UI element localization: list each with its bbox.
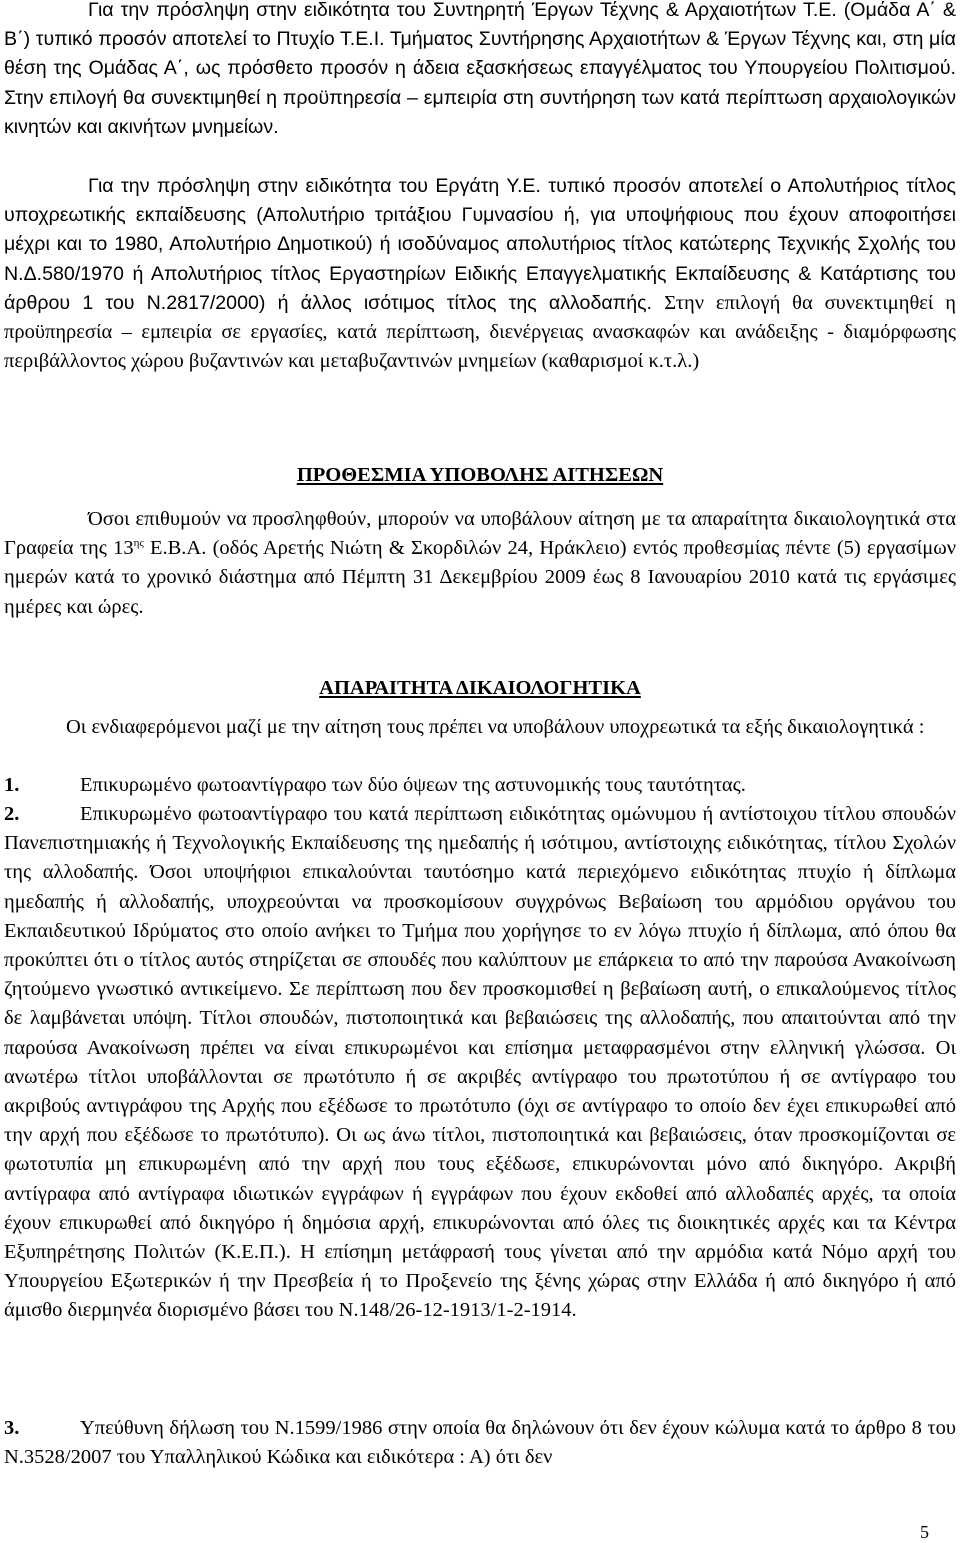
worker-position: Για την πρόσληψη στην ειδικότητα του Εργάτη Υ.Ε.: [88, 175, 541, 197]
item-number: 2.: [4, 803, 20, 825]
page-number: 5: [920, 1522, 929, 1542]
deadline-text-start: Όσοι επιθυμούν να προσληφθούν, μπορούν να υποβάλουν αίτηση με τα απαραίτητα δικαιολογητικά στα Γραφεία της 13: [4, 508, 956, 560]
conservators-paragraph: [4, 0, 956, 142]
deadline-paragraph: [4, 505, 956, 622]
worker-experience: Στην επιλογή θα συνεκτιμηθεί η προϋπηρεσία – εμπειρία σε εργασίες, κατά περίπτωση, διενέργειας ανασκαφών και ανάδειξης - διαμόρφωσης περιβάλλοντος χώρου βυζαντινών και μεταβυζαντινών μνημείων (καθαρισμοί κ.τ.λ.): [4, 291, 956, 373]
conservators-experience: Στην επιλογή θα συνεκτιμηθεί η προϋπηρεσία – εμπειρία στη συντήρηση των κατά περίπτωση αρχαιολογικών κινητών και ακινήτων μνημείων.: [4, 86, 956, 138]
document-item-2: [4, 800, 956, 1326]
deadline-heading: ΠΡΟΘΕΣΜΙΑ ΥΠΟΒΟΛΗΣ ΑΙΤΗΣΕΩΝ: [296, 464, 664, 486]
item-text: Υπεύθυνη δήλωση του Ν.1599/1986 στην οποία θα δηλώνουν ότι δεν έχουν κώλυμα κατά το άρθρο 8 του Ν.3528/2007 του Υπαλληλικού Κώδικα και ειδικότερα : Α) ότι δεν: [4, 1417, 956, 1469]
item-text: Επικυρωμένο φωτοαντίγραφο του κατά περίπτωση ειδικότητας ομώνυμου ή αντίστοιχου τίτλου σπουδών Πανεπιστημιακής ή Τεχνολογικής Εκπαίδευσης της ημεδαπής ή ισότιμου, αντίστοιχης ειδικότητας, τίτλου Σχολών της αλλοδαπής. Όσοι υποψήφιοι επικαλούνται ταυτόσημο κατά περιεχόμενο ειδικότητας πτυχίο ή δίπλωμα ημεδαπής ή αλλοδαπής, υποχρεούνται να προσκομίσουν συγχρόνως Βεβαίωση του αρμόδιου οργάνου του Εκπαιδευτικού Ιδρύματος στο οποίο ανήκει το Τμήμα που χορήγησε το εν λόγω πτυχίο ή δίπλωμα, από όπου θα προκύπτει ότι ο τίτλος αυτός στηρίζεται σε σπουδές που καλύπτουν με επάρκεια το από την παρούσα Ανακοίνωση ζητούμενο γνωστικό αντικείμενο. Σε περίπτωση που δεν προσκομισθεί η βεβαίωση αυτή, ο επικαλούμενος τίτλος δε λαμβάνεται υπόψη. Τίτλοι σπουδών, πιστοποιητικά και βεβαιώσεις της αλλοδαπής, που απαιτούνται από την παρούσα Ανακοίνωση πρέπει να είναι επικυρωμένοι και επίσημα μεταφρασμένοι στην ελληνική γλώσσα. Οι ανωτέρω τίτλοι υποβάλλονται σε πρωτότυπο ή σε ακριβές αντίγραφο του πρωτοτύπου ή σε αντίγραφο του ακριβούς αντιγράφου της Αρχής που εξέδωσε το πρωτότυπο (όχι σε αντίγραφο το οποίο δεν έχει επικυρωθεί από την αρχή που εξέδωσε το πρωτότυπο). Οι ως άνω τίτλοι, πιστοποιητικά και βεβαιώσεις, όταν προσκομίζονται σε φωτοτυπία μη επικυρωμένη από την αρχή που τους εξέδωσε, επικυρώνονται μόνο από δικηγόρο. Ακριβή αντίγραφα από αντίγραφα ιδιωτικών εγγράφων ή εγγράφων που έχουν εκδοθεί από αλλοδαπές αρχές, τα οποία έχουν επικυρωθεί από δικηγόρο ή δημόσια αρχή, επικυρώνονται από όλες τις διοικητικές αρχές και τα Κέντρα Εξυπηρέτησης Πολιτών (Κ.Ε.Π.). Η επίσημη μετάφρασή τους γίνεται από την αρμόδια κατά Νόμο αρχή του Υπουργείου Εξωτερικών ή την Πρεσβεία ή το Προξενείο της ξένης χώρας στην Ελλάδα ή από δικηγόρο ή από άμισθο διερμηνέα διορισμένο βάσει του Ν.148/26-12-1913/1-2-1914.: [4, 803, 956, 1322]
item-number: 1.: [4, 774, 20, 796]
item-number: 3.: [4, 1417, 20, 1439]
documents-intro: Οι ενδιαφερόμενοι μαζί με την αίτηση τους πρέπει να υποβάλουν υποχρεωτικά τα εξής δικαιολογητικά :: [66, 716, 925, 738]
document-item-1: [4, 771, 956, 800]
worker-qualification: τυπικό προσόν αποτελεί ο Απολυτήριος τίτλος υποχρεωτικής εκπαίδευσης (Απολυτήριο τριτάξιου Γυμνασίου ή, για υποψήφιους που έχουν αποφοιτήσει μέχρι και το 1980, Απολυτήριο Δημοτικού) ή ισοδύναμος απολυτήριος τίτλος κατώτερης Τεχνικής Σχολής του Ν.Δ.580/1970 ή Απολυτήριος τίτλος Εργαστηρίων Ειδικής Επαγγελματικής Εκπαίδευσης & Κατάρτισης του άρθρου 1 του Ν.2817/2000) ή άλλος ισότιμος τίτλος της αλλοδαπής.: [4, 175, 956, 314]
deadline-text-end: Ε.Β.Α. (οδός Αρετής Νιώτη & Σκορδιλών 24, Ηράκλειο) εντός προθεσμίας πέντε (5) εργασίμων ημερών κατά το χρονικό διάστημα από Πέμπτη 31 Δεκεμβρίου 2009 έως 8 Ιανουαρίου 2010 κατά τις εργάσιμες ημέρες και ώρες.: [4, 537, 956, 618]
conservators-qualification: Για την πρόσληψη στην ειδικότητα του Συντηρητή Έργων Τέχνης & Αρχαιοτήτων Τ.Ε. (Ομάδα Α΄ & Β΄) τυπικό προσόν αποτελεί το Πτυχίο Τ.Ε.Ι. Τμήματος Συντήρησης Αρχαιοτήτων & Έργων Τέχνης και, στη μία θέση της Ομάδας Α΄, ως πρόσθετο προσόν η άδεια εξασκήσεως επαγγέλματος του Υπουργείου Πολιτισμού.: [4, 0, 956, 80]
ordinal-suffix: ης: [133, 537, 144, 550]
document-item-3: [4, 1414, 956, 1472]
documents-heading: ΑΠΑΡΑΙΤΗΤΑ ΔΙΚΑΙΟΛΟΓΗΤΙΚΑ: [319, 677, 641, 699]
item-text: Επικυρωμένο φωτοαντίγραφο των δύο όψεων της αστυνομικής τους ταυτότητας.: [80, 774, 746, 796]
worker-paragraph: [4, 172, 956, 376]
